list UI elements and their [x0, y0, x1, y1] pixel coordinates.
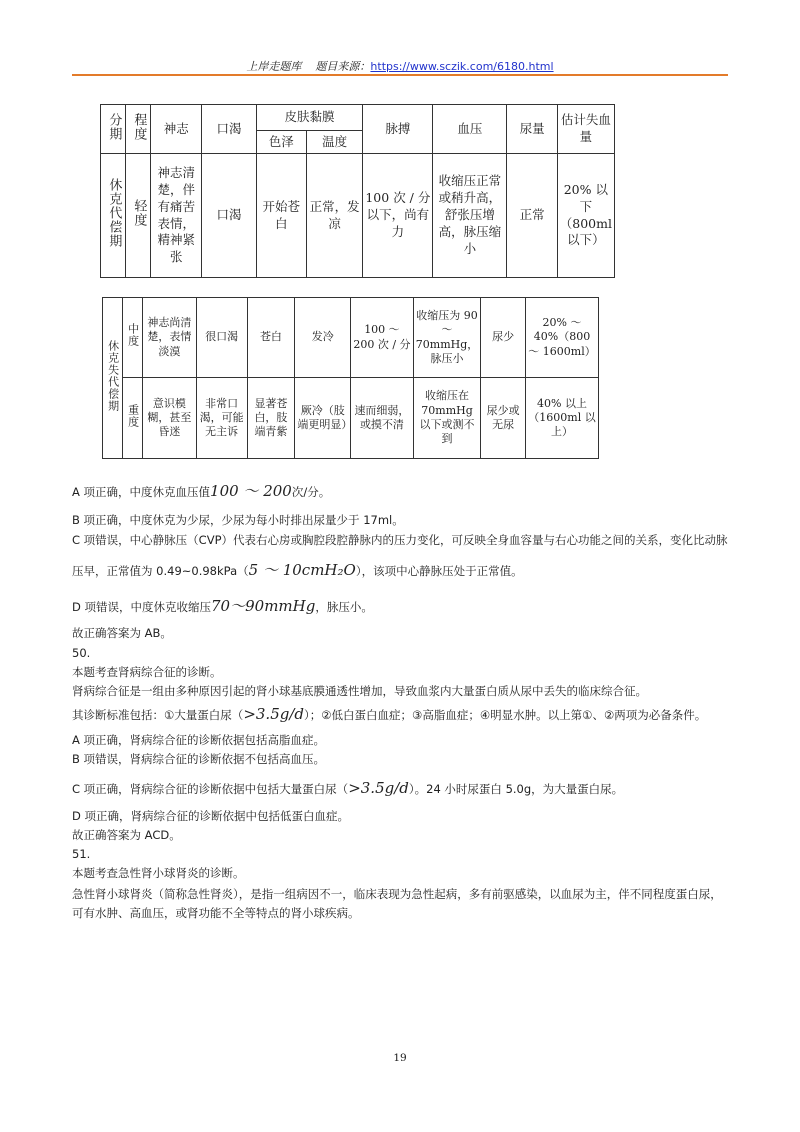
option-d-explanation: D 项错误，中度休克收缩压70～90mmHg，脉压小。 — [72, 596, 373, 615]
table-cell: 厥冷（肢端更明显） — [295, 378, 351, 459]
page-number: 19 — [393, 1052, 407, 1064]
table-cell: 苍白 — [247, 298, 295, 378]
header-pulse: 脉搏 — [363, 105, 433, 154]
option-a-explanation: A 项正确，中度休克血压值100 ～ 200次/分。 — [72, 482, 331, 500]
header-stage: 分期 — [101, 105, 126, 154]
q50-option-d: D 项正确，肾病综合征的诊断依据中包括低蛋白血症。 — [72, 808, 350, 823]
table-cell: 速而细弱，或摸不清 — [351, 378, 414, 459]
table-cell: 中度 — [122, 298, 142, 378]
table-cell: 正常，发凉 — [306, 154, 362, 278]
header-degree: 程度 — [125, 105, 150, 154]
table-cell: 20% ～ 40%（800 ～ 1600ml） — [526, 298, 599, 378]
shock-table-compensated — [100, 104, 615, 278]
question-51-definition: 急性肾小球肾炎（简称急性肾炎），是指一组病因不一，临床表现为急性起病，多有前驱感染，以血尿为主，伴不同程度蛋白尿，可有水肿、高血压，或肾功能不全等特点的肾小球疾病。 — [72, 886, 722, 920]
question-50-intro: 本题考查肾病综合征的诊断。 — [72, 665, 222, 680]
page-header — [72, 58, 728, 74]
table-cell: 非常口渴，可能无主诉 — [196, 378, 247, 459]
header-skin-mucosa: 皮肤黏膜 — [256, 105, 363, 131]
header-skin-color: 色泽 — [256, 131, 306, 154]
header-thirst: 口渴 — [202, 105, 256, 154]
header-urine: 尿量 — [507, 105, 557, 154]
table-cell: 尿少或无尿 — [481, 378, 526, 459]
question-50-criteria: 其诊断标准包括：①大量蛋白尿（>3.5g/d）；②低白蛋白血症；③高脂血症；④明显水肿。以上第①、②两项为必备条件。 — [72, 704, 707, 723]
question-50-definition: 肾病综合征是一组由多种原因引起的肾小球基底膜通透性增加，导致血浆内大量蛋白质从尿中丢失的临床综合征。 — [72, 684, 647, 699]
source-label: 题目来源： — [315, 60, 371, 73]
answer-49: 故正确答案为 AB。 — [72, 626, 172, 641]
table-cell: 20% 以下（800ml 以下） — [557, 154, 614, 278]
question-number-50: 50. — [72, 646, 91, 661]
header-skin-temp: 温度 — [306, 131, 362, 154]
table-cell: 神志尚清楚，表情淡漠 — [142, 298, 196, 378]
table-cell: 意识模糊，甚至昏迷 — [142, 378, 196, 459]
table-cell: 休克失代偿期 — [103, 298, 123, 459]
explanation-text — [72, 482, 730, 923]
site-name: 上岸走题库 — [246, 60, 302, 73]
table-cell: 轻度 — [125, 154, 150, 278]
question-51-intro: 本题考查急性肾小球肾炎的诊断。 — [72, 865, 245, 880]
q50-option-c: C 项正确，肾病综合征的诊断依据中包括大量蛋白尿（>3.5g/d）。24 小时尿蛋白 5.0g，为大量蛋白尿。 — [72, 779, 624, 798]
q50-option-b: B 项错误，肾病综合征的诊断依据不包括高血压。 — [72, 752, 326, 767]
table-cell: 神志清楚，伴有痛苦表情，精神紧张 — [150, 154, 202, 278]
source-link[interactable]: https://www.sczik.com/6180.html — [370, 60, 554, 73]
table-cell: 收缩压在 70mmHg 以下或测不到 — [413, 378, 480, 459]
table-cell: 显著苍白，肢端青紫 — [247, 378, 295, 459]
table-cell: 很口渴 — [196, 298, 247, 378]
header-blood-pressure: 血压 — [433, 105, 507, 154]
table-cell: 开始苍白 — [256, 154, 306, 278]
table-cell: 正常 — [507, 154, 557, 278]
table-cell: 100 次 / 分以下，尚有力 — [363, 154, 433, 278]
table-cell: 100 ～ 200 次 / 分 — [351, 298, 414, 378]
header-rule — [72, 74, 728, 76]
shock-table-decompensated — [102, 297, 599, 459]
table-cell: 口渴 — [202, 154, 256, 278]
table-cell: 收缩压正常或稍升高，舒张压增高，脉压缩小 — [433, 154, 507, 278]
table-cell: 重度 — [122, 378, 142, 459]
option-b-explanation: B 项正确，中度休克为少尿，少尿为每小时排出尿量少于 17ml。 — [72, 512, 404, 527]
table-cell: 收缩压为 90 ～ 70mmHg，脉压小 — [413, 298, 480, 378]
q50-option-a: A 项正确，肾病综合征的诊断依据包括高脂血症。 — [72, 733, 326, 748]
table-cell: 40% 以上（1600ml 以上） — [526, 378, 599, 459]
header-consciousness: 神志 — [150, 105, 202, 154]
question-number-51: 51. — [72, 846, 91, 861]
answer-50: 故正确答案为 ACD。 — [72, 827, 181, 842]
option-c-explanation: C 项错误，中心静脉压（CVP）代表右心房或胸腔段腔静脉内的压力变化，可反映全身血容量与右心功能之间的关系，变化比动脉压早，正常值为 0.49~0.98kPa（5 ～ 10cmH₂O），该项中心静脉压处于正常值。 — [72, 533, 728, 579]
table-cell: 发冷 — [295, 298, 351, 378]
header-blood-loss: 估计失血量 — [557, 105, 614, 154]
table-cell: 尿少 — [481, 298, 526, 378]
table-cell: 休克代偿期 — [101, 154, 126, 278]
